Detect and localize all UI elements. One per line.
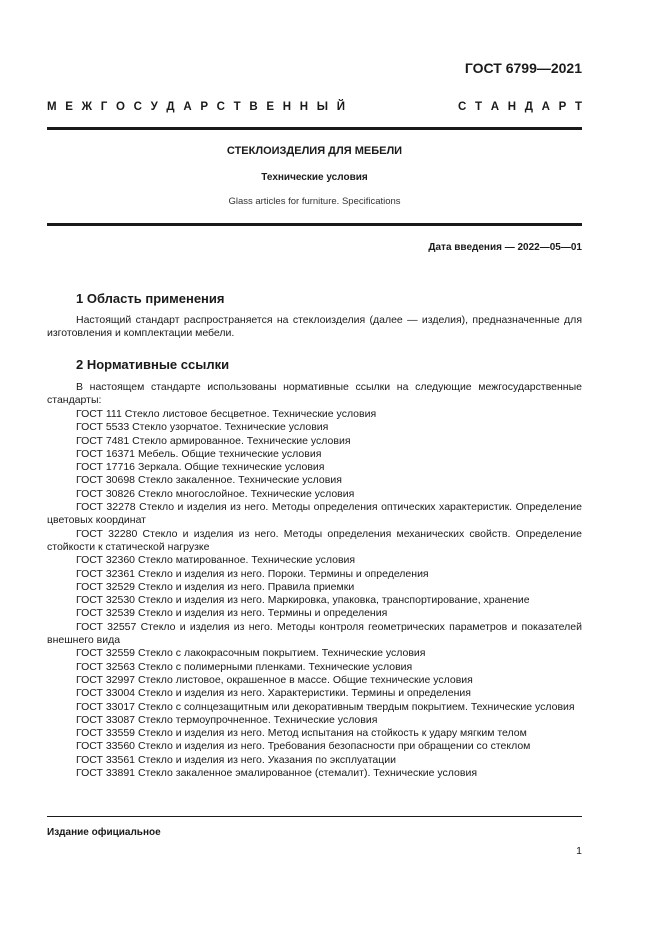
reference-item: ГОСТ 33017 Стекло с солнцезащитным или декоративным твердым покрытием. Технические условия (76, 700, 575, 713)
reference-item: ГОСТ 32360 Стекло матированное. Технические условия (76, 554, 356, 567)
reference-item: ГОСТ 32280 Стекло и изделия из него. Методы определения механических свойств. Определение стойкости к статической нагрузке (47, 527, 582, 553)
reference-item: ГОСТ 17716 Зеркала. Общие технические условия (76, 461, 325, 474)
standard-type-left: М Е Ж Г О С У Д А Р С Т В Е Н Н Ы Й (47, 101, 345, 113)
section-2-heading: 2 Нормативные ссылки (76, 357, 230, 372)
official-edition-label: Издание официальное (47, 827, 161, 838)
reference-item: ГОСТ 16371 Мебель. Общие технические условия (76, 447, 322, 460)
reference-item: ГОСТ 32557 Стекло и изделия из него. Методы контроля геометрических параметров и показателей внешнего вида (47, 620, 582, 647)
reference-item: ГОСТ 5533 Стекло узорчатое. Технические условия (76, 421, 329, 434)
document-number: ГОСТ 6799—2021 (464, 60, 582, 76)
document-title: СТЕКЛОИЗДЕЛИЯ ДЛЯ МЕБЕЛИ (226, 145, 403, 157)
standard-type-right: С Т А Н Д А Р Т (458, 101, 582, 113)
references-list (47, 408, 582, 780)
reference-item: ГОСТ 33560 Стекло и изделия из него. Требования безопасности при обращении со стеклом (76, 740, 531, 753)
footer-rule (47, 816, 582, 817)
section-2-intro: В настоящем стандарте использованы нормативные ссылки на следующие межгосударственные стандарты: (47, 381, 582, 407)
reference-item: ГОСТ 111 Стекло листовое бесцветное. Технические условия (76, 408, 377, 420)
reference-item: ГОСТ 33891 Стекло закаленное эмалированное (стемалит). Технические условия (76, 767, 478, 780)
reference-item: ГОСТ 7481 Стекло армированное. Технические условия (76, 434, 351, 447)
document-subtitle: Технические условия (261, 172, 368, 183)
standard-type (47, 101, 582, 113)
title-bottom-rule (47, 223, 582, 226)
reference-item: ГОСТ 32539 Стекло и изделия из него. Термины и определения (76, 607, 388, 620)
introduction-date: Дата введения — 2022—05—01 (428, 242, 582, 253)
section-1-heading: 1 Область применения (76, 291, 225, 306)
english-title: Glass articles for furniture. Specifications (228, 196, 401, 207)
reference-item: ГОСТ 33559 Стекло и изделия из него. Метод испытания на стойкость к удару мягким телом (76, 727, 527, 740)
top-rule (47, 127, 582, 130)
reference-item: ГОСТ 32529 Стекло и изделия из него. Правила приемки (76, 580, 355, 593)
reference-item: ГОСТ 32278 Стекло и изделия из него. Методы определения оптических характеристик. Определение цветовых координат (47, 501, 582, 527)
reference-item: ГОСТ 32563 Стекло с полимерными пленками. Технические условия (76, 660, 413, 673)
reference-item: ГОСТ 30698 Стекло закаленное. Технические условия (76, 474, 342, 487)
reference-item: ГОСТ 32559 Стекло с лакокрасочным покрытием. Технические условия (76, 647, 426, 660)
reference-item: ГОСТ 32530 Стекло и изделия из него. Маркировка, упаковка, транспортирование, хранение (76, 594, 530, 607)
reference-item: ГОСТ 33561 Стекло и изделия из него. Указания по эксплуатации (76, 753, 396, 766)
reference-item: ГОСТ 33087 Стекло термоупрочненное. Технические условия (76, 713, 378, 726)
reference-item: ГОСТ 30826 Стекло многослойное. Технические условия (76, 487, 355, 500)
page-number: 1 (576, 845, 582, 857)
reference-item: ГОСТ 32997 Стекло листовое, окрашенное в массе. Общие технические условия (76, 673, 473, 686)
reference-item: ГОСТ 32361 Стекло и изделия из него. Пороки. Термины и определения (76, 567, 429, 580)
section-1-text: Настоящий стандарт распространяется на стеклоизделия (далее — изделия), предназначенные для изготовления и комплектации мебели. (47, 314, 582, 340)
reference-item: ГОСТ 33004 Стекло и изделия из него. Характеристики. Термины и определения (76, 687, 471, 700)
